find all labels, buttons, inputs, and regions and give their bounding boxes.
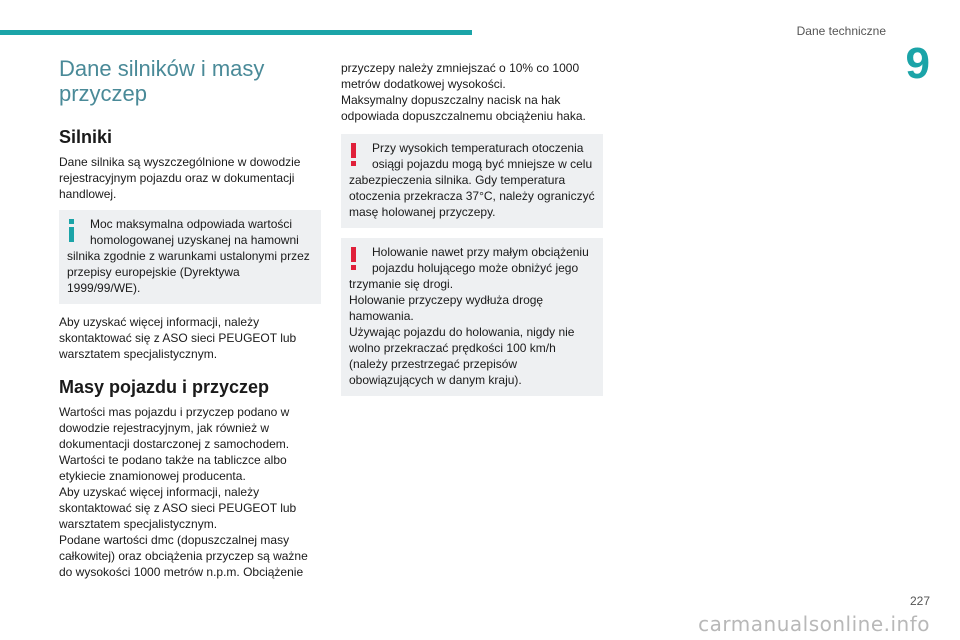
watermark: carmanualsonline.info	[698, 612, 930, 636]
info-box-first-line: Moc maksymalna odpowiada wartości homologowanej uzyskanej na hamowni	[90, 217, 299, 247]
continuation-p2: Maksymalny dopuszczalny nacisk na hak odpowiada dopuszczalnemu obciążeniu haka.	[341, 93, 586, 123]
warning-box-temperature	[341, 134, 603, 228]
engines-heading: Silniki	[59, 127, 113, 147]
warning2-line1: trzymanie się drogi.	[349, 277, 454, 291]
masses-p3: Aby uzyskać więcej informacji, należy skontaktować się z ASO sieci PEUGEOT lub warsztatem specjalistycznym.	[59, 485, 297, 531]
masses-heading: Masy pojazdu i przyczep	[59, 377, 270, 397]
left-column	[59, 56, 321, 580]
warning-icon	[351, 247, 356, 270]
info-box-rest: silnika zgodnie z warunkami ustalonymi przez przepisy europejskie (Dyrektywa 1999/99/WE).	[67, 249, 310, 295]
right-column	[341, 60, 603, 406]
warning2-line2: Holowanie przyczepy wydłuża drogę hamowania.	[349, 293, 544, 323]
masses-p2: Wartości te podano także na tabliczce albo etykiecie znamionowej producenta.	[59, 453, 287, 483]
warning-box-towing	[341, 238, 603, 396]
warning2-line3: Używając pojazdu do holowania, nigdy nie wolno przekraczać prędkości 100 km/h (należy przestrzegać przepisów obowiązujących w danym kraju).	[349, 325, 575, 387]
more-info-text: Aby uzyskać więcej informacji, należy skontaktować się z ASO sieci PEUGEOT lub warsztatem specjalistycznym.	[59, 315, 297, 361]
info-icon	[69, 219, 74, 242]
info-box	[59, 210, 321, 304]
warning-icon	[351, 143, 356, 166]
masses-p1: Wartości mas pojazdu i przyczep podano w dowodzie rejestracyjnym, jak również w dokumentacji dostarczonej z samochodem.	[59, 405, 290, 451]
chapter-number: 9	[905, 39, 930, 88]
engines-text: Dane silnika są wyszczególnione w dowodzie rejestracyjnym pojazdu oraz w dokumentacji handlowej.	[59, 155, 301, 201]
header-accent-bar	[0, 30, 472, 35]
page-number: 227	[909, 594, 930, 608]
warning1-rest: zabezpieczenia silnika. Gdy temperatura otoczenia przekracza 37°C, należy ograniczyć masę holowanej przyczepy.	[349, 173, 595, 219]
warning2-first-line: Holowanie nawet przy małym obciążeniu pojazdu holującego może obniżyć jego	[372, 245, 589, 275]
warning1-first-line: Przy wysokich temperaturach otoczenia osiągi pojazdu mogą być mniejsze w celu	[372, 141, 593, 171]
section-title: Dane silników i masy przyczep	[59, 56, 265, 106]
continuation-p1: przyczepy należy zmniejszać o 10% co 1000 metrów dodatkowej wysokości.	[341, 61, 580, 91]
chapter-title: Dane techniczne	[796, 24, 886, 38]
masses-p4: Podane wartości dmc (dopuszczalnej masy całkowitej) oraz obciążenia przyczep są ważne do wysokości 1000 metrów n.p.m. Obciążenie	[59, 533, 308, 579]
